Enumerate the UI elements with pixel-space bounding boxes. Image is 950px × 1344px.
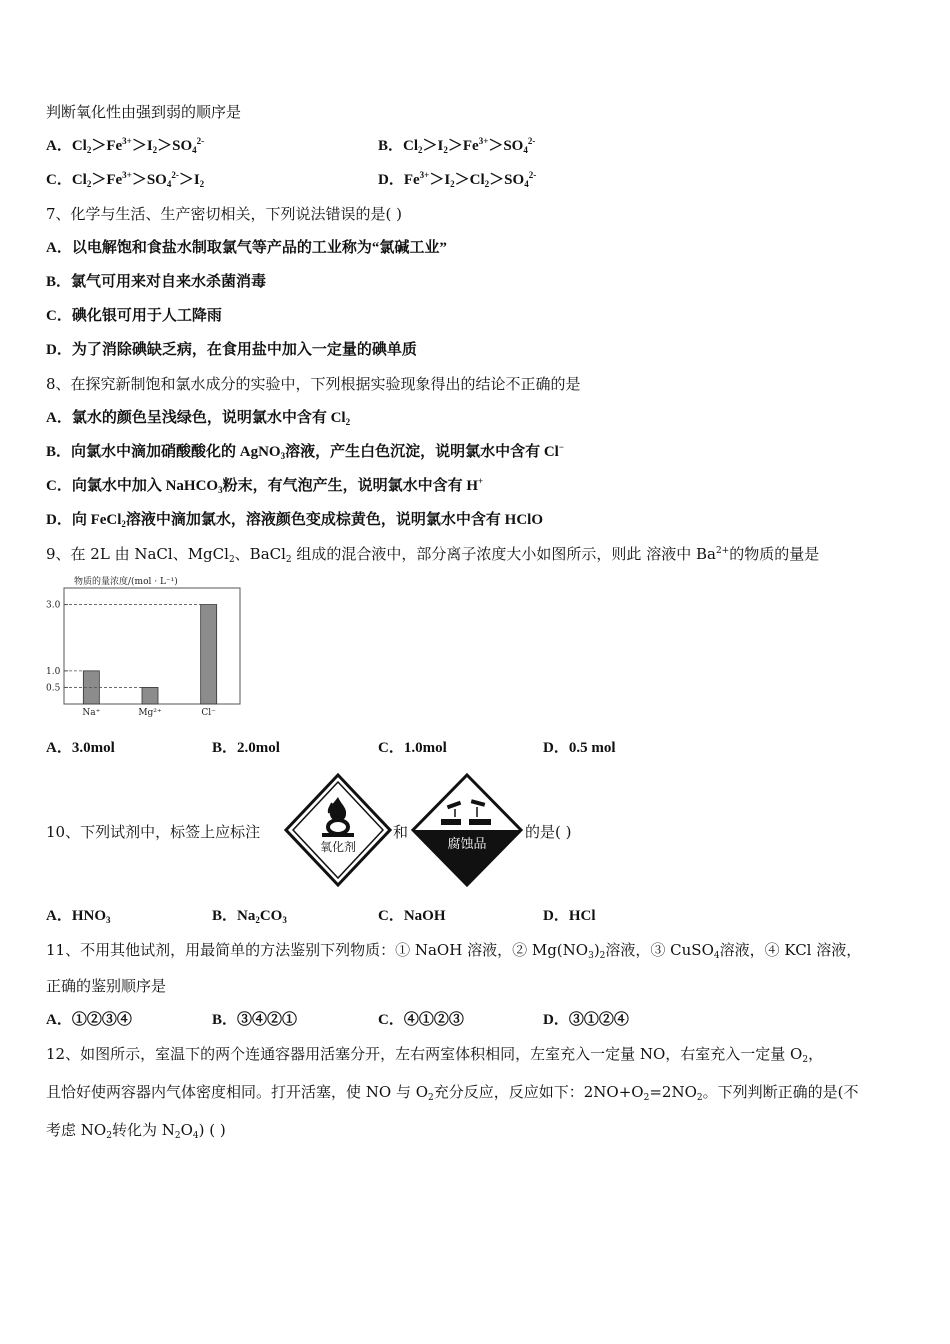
x-tick-label: Na⁺	[82, 708, 101, 718]
q7-option-b[interactable]: B．氯气可用来对自来水杀菌消毒	[46, 274, 267, 290]
oxidizer-sign-label: 氧化剂	[319, 840, 357, 854]
q12-stem-line3: 考虑 $NO_2$转化为 $N_2O_4$) ( )	[46, 1121, 226, 1141]
x-tick-label: Mg²⁺	[138, 708, 162, 718]
q9-stem: 9、在 2L 由 NaCl、MgCl$_2$、BaCl$_2$ 组成的混合液中，部分离子浓度大小如图所示，则此 溶液中 $Ba^{2+}$的物质的量是	[46, 545, 820, 565]
y-tick-label: 1.0	[46, 666, 61, 677]
q11-option-d[interactable]: D．③①②④	[543, 1012, 629, 1028]
x-tick-label: Cl⁻	[201, 708, 216, 718]
q7-option-d[interactable]: D．为了消除碘缺乏病，在食用盐中加入一定量的碘单质	[46, 342, 417, 358]
y-tick-label: 0.5	[46, 683, 61, 694]
q6-option-b[interactable]: B．$Cl_2>I_2>Fe^{3+}>SO_4^{2-}$	[378, 136, 536, 155]
q6-option-c[interactable]: C．$Cl_2>Fe^{3+}>SO_4^{2-}>I_2$	[46, 170, 205, 189]
corrosive-sign-label: 腐蚀品	[447, 837, 487, 852]
q8-option-d[interactable]: D．向 FeCl$_2$溶液中滴加氯水，溶液颜色变成棕黄色，说明氯水中含有 HClO	[46, 512, 543, 529]
q10-stem-post: 的是( )	[525, 823, 572, 841]
chart-title: 物质的量浓度/(mol · L⁻¹)	[74, 577, 178, 587]
ion-concentration-chart	[44, 574, 244, 724]
q11-stem-line2: 正确的鉴别顺序是	[46, 977, 167, 995]
q12-stem-line1: 12、如图所示，室温下的两个连通容器用活塞分开，左右两室体积相同，左室充入一定量 NO，右室充入一定量 $O_2$，	[46, 1045, 824, 1065]
corrosive-hazard-sign	[411, 773, 523, 887]
q10-option-d[interactable]: D．HCl	[543, 908, 596, 924]
q7-option-c[interactable]: C．碘化银可用于人工降雨	[46, 308, 222, 324]
q6-stem-tail: 判断氧化性由强到弱的顺序是	[46, 103, 242, 121]
bar-2	[201, 605, 217, 704]
q11-option-c[interactable]: C．④①②③	[378, 1012, 464, 1028]
q9-option-d[interactable]: D．0.5 mol	[543, 740, 616, 756]
q9-option-b[interactable]: B．2.0mol	[212, 740, 280, 756]
q7-stem: 7、化学与生活、生产密切相关，下列说法错误的是( )	[46, 205, 403, 223]
q10-option-c[interactable]: C．NaOH	[378, 908, 446, 924]
q11-option-a[interactable]: A．①②③④	[46, 1012, 132, 1028]
q8-option-b[interactable]: B．向氯水中滴加硝酸酸化的 AgNO$_3$溶液，产生白色沉淀，说明氯水中含有 Cl−	[46, 442, 564, 461]
q8-stem: 8、在探究新制饱和氯水成分的实验中，下列根据实验现象得出的结论不正确的是	[46, 375, 581, 393]
q10-stem-mid: 和	[393, 823, 409, 841]
q10-option-a[interactable]: A．$HNO_3$	[46, 908, 111, 925]
q11-option-b[interactable]: B．③④②①	[212, 1012, 298, 1028]
q6-option-d[interactable]: D．$Fe^{3+}>I_2>Cl_2>SO_4^{2-}$	[378, 170, 537, 189]
q10-option-b[interactable]: B．$Na_2CO_3$	[212, 908, 287, 925]
q8-option-a[interactable]: A．氯水的颜色呈浅绿色，说明氯水中含有 $Cl_2$	[46, 410, 351, 427]
q10-stem-pre: 10、下列试剂中，标签上应标注	[46, 823, 261, 841]
q6-option-a[interactable]: A．$Cl_2>Fe^{3+}>I_2>SO_4^{2-}$	[46, 136, 205, 155]
q12-stem-line2: 且恰好使两容器内气体密度相同。打开活塞，使 NO 与 $O_2$充分反应，反应如下：$2NO+O_2=2NO_2$。下列判断正确的是(不	[46, 1083, 859, 1103]
q9-option-c[interactable]: C．1.0mol	[378, 740, 447, 756]
oxidizer-hazard-sign	[284, 773, 392, 887]
q8-option-c[interactable]: C．向氯水中加入 NaHCO$_3$粉末，有气泡产生，说明氯水中含有 H+	[46, 476, 484, 495]
q9-option-a[interactable]: A．3.0mol	[46, 740, 115, 756]
bar-1	[142, 687, 158, 704]
q7-option-a[interactable]: A．以电解饱和食盐水制取氯气等产品的工业称为“氯碱工业”	[46, 240, 447, 256]
q11-stem: 11、不用其他试剂，用最简单的方法鉴别下列物质：① NaOH 溶液，② $Mg(NO_3)_2$溶液，③ CuSO$_4$溶液，④ KCl 溶液，	[46, 941, 862, 961]
y-tick-label: 3.0	[46, 600, 61, 611]
